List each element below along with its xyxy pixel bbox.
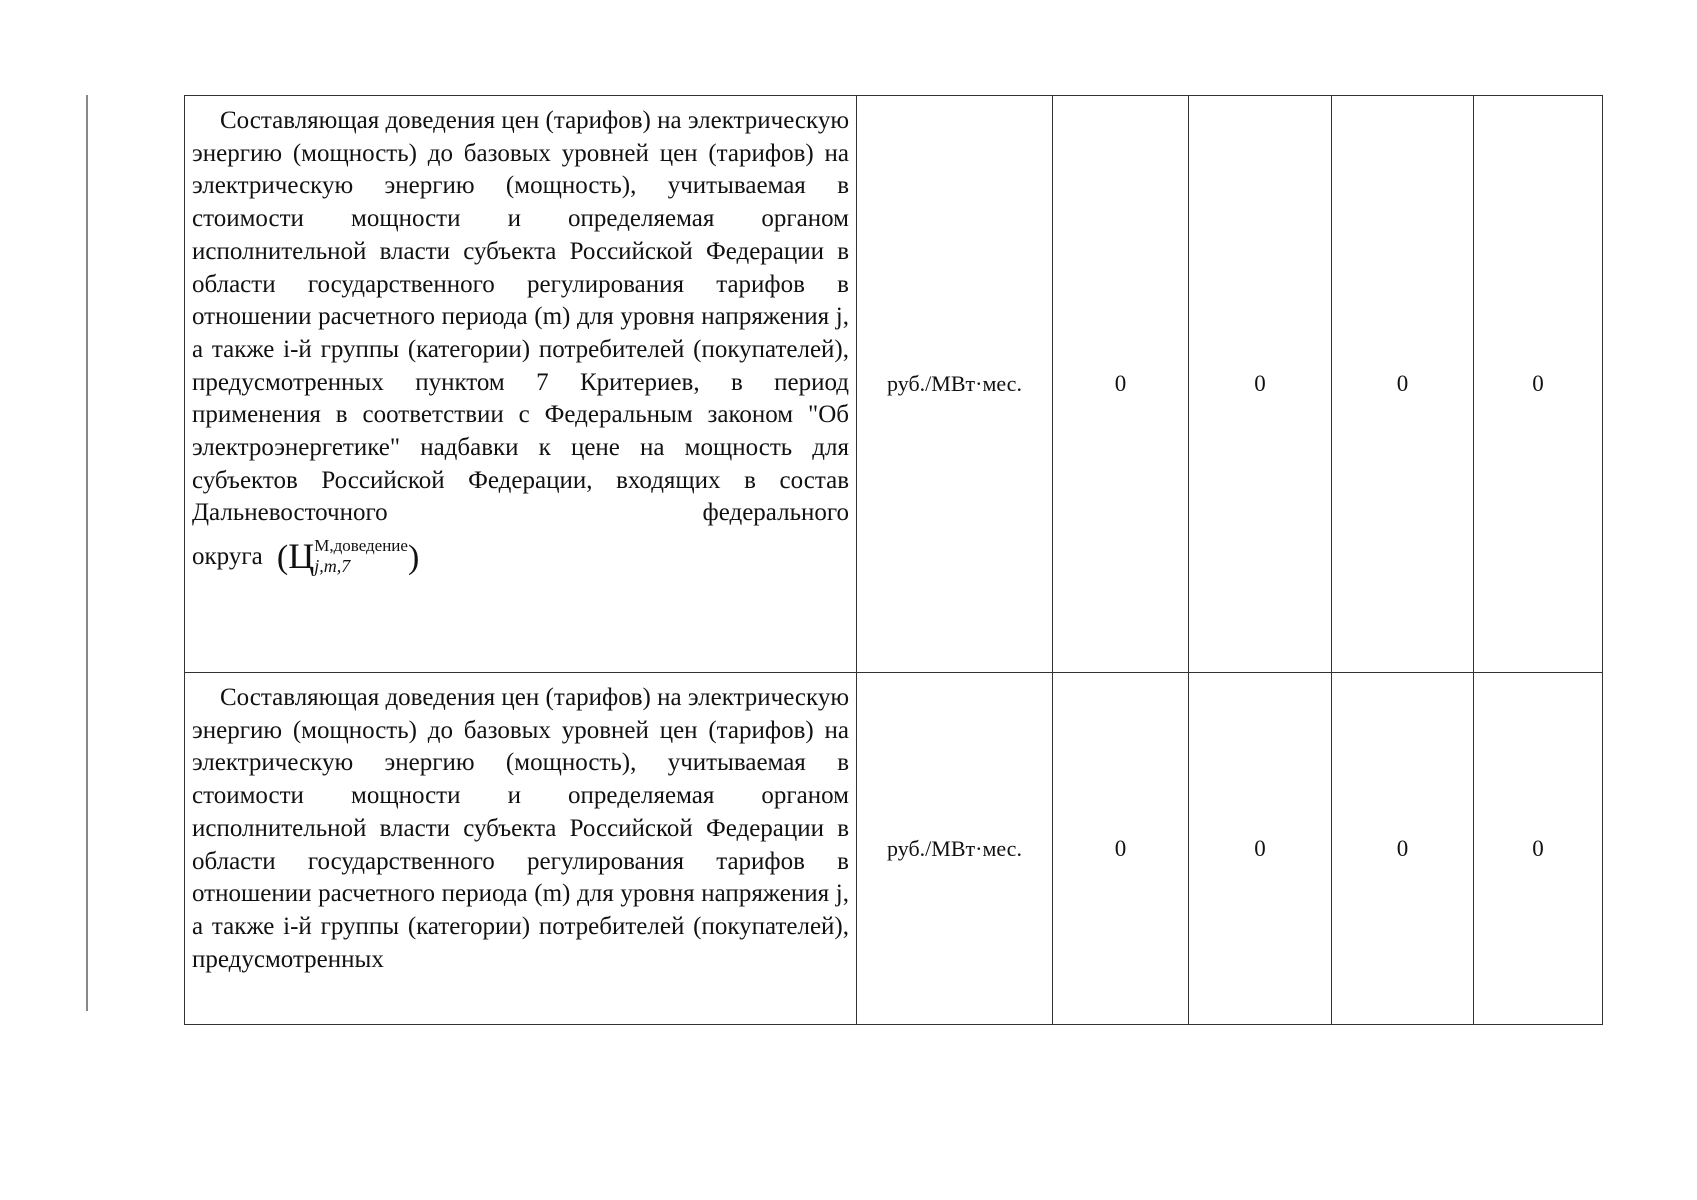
formula-superscript: М,доведение [314, 536, 408, 556]
description-text: Составляющая доведения цен (тарифов) на электрическую энергию (мощность) до базовых уровней цен (тарифов) на электрическую энергию (мощность), учитываемая в стоимости мощности и определяемая органом исполнительной власти субъекта Российской Федерации в области государственного регулирования тарифов в отношении расчетного периода (m) для уровня напряжения j, а также i-й группы (категории) потребителей (покупателей), предусмотренных [192, 684, 849, 973]
description-cell [185, 96, 857, 673]
description-tail [192, 536, 849, 580]
value-cell: 0 [1332, 673, 1474, 1025]
value-cell: 0 [1189, 673, 1332, 1025]
description-cell [185, 673, 857, 1025]
formula-indices [314, 536, 408, 576]
tail-text: округа [192, 542, 263, 570]
table-row [185, 96, 1603, 673]
description-text: Составляющая доведения цен (тарифов) на электрическую энергию (мощность) до базовых уровней цен (тарифов) на электрическую энергию (мощность), учитываемая в стоимости мощности и определяемая органом исполнительной власти субъекта Российской Федерации в области государственного регулирования тарифов в отношении расчетного периода (m) для уровня напряжения j, а также i-й группы (категории) потребителей (покупателей), предусмотренных пунктом 7 Критериев, в период применения в соответствии с Федеральным законом "Об электроэнергетике" надбавки к цене на мощность для субъектов Российской Федерации, входящих в состав Дальневосточного федерального [192, 107, 849, 527]
tariff-table [184, 95, 1603, 1025]
value-cell: 0 [1053, 96, 1189, 673]
margin-line [86, 95, 88, 1011]
value-cell: 0 [1189, 96, 1332, 673]
value-cell: 0 [1053, 673, 1189, 1025]
formula-close-paren: ) [407, 539, 420, 577]
formula-subscript: j,m,7 [314, 556, 351, 577]
unit-cell: руб./МВт·мес. [857, 96, 1053, 673]
unit-cell: руб./МВт·мес. [857, 673, 1053, 1025]
price-formula [277, 536, 419, 580]
formula-open-paren: ( [276, 539, 289, 577]
value-cell: 0 [1332, 96, 1474, 673]
value-cell: 0 [1474, 673, 1603, 1025]
formula-letter: Ц [288, 536, 315, 577]
table-row [185, 673, 1603, 1025]
value-cell: 0 [1474, 96, 1603, 673]
